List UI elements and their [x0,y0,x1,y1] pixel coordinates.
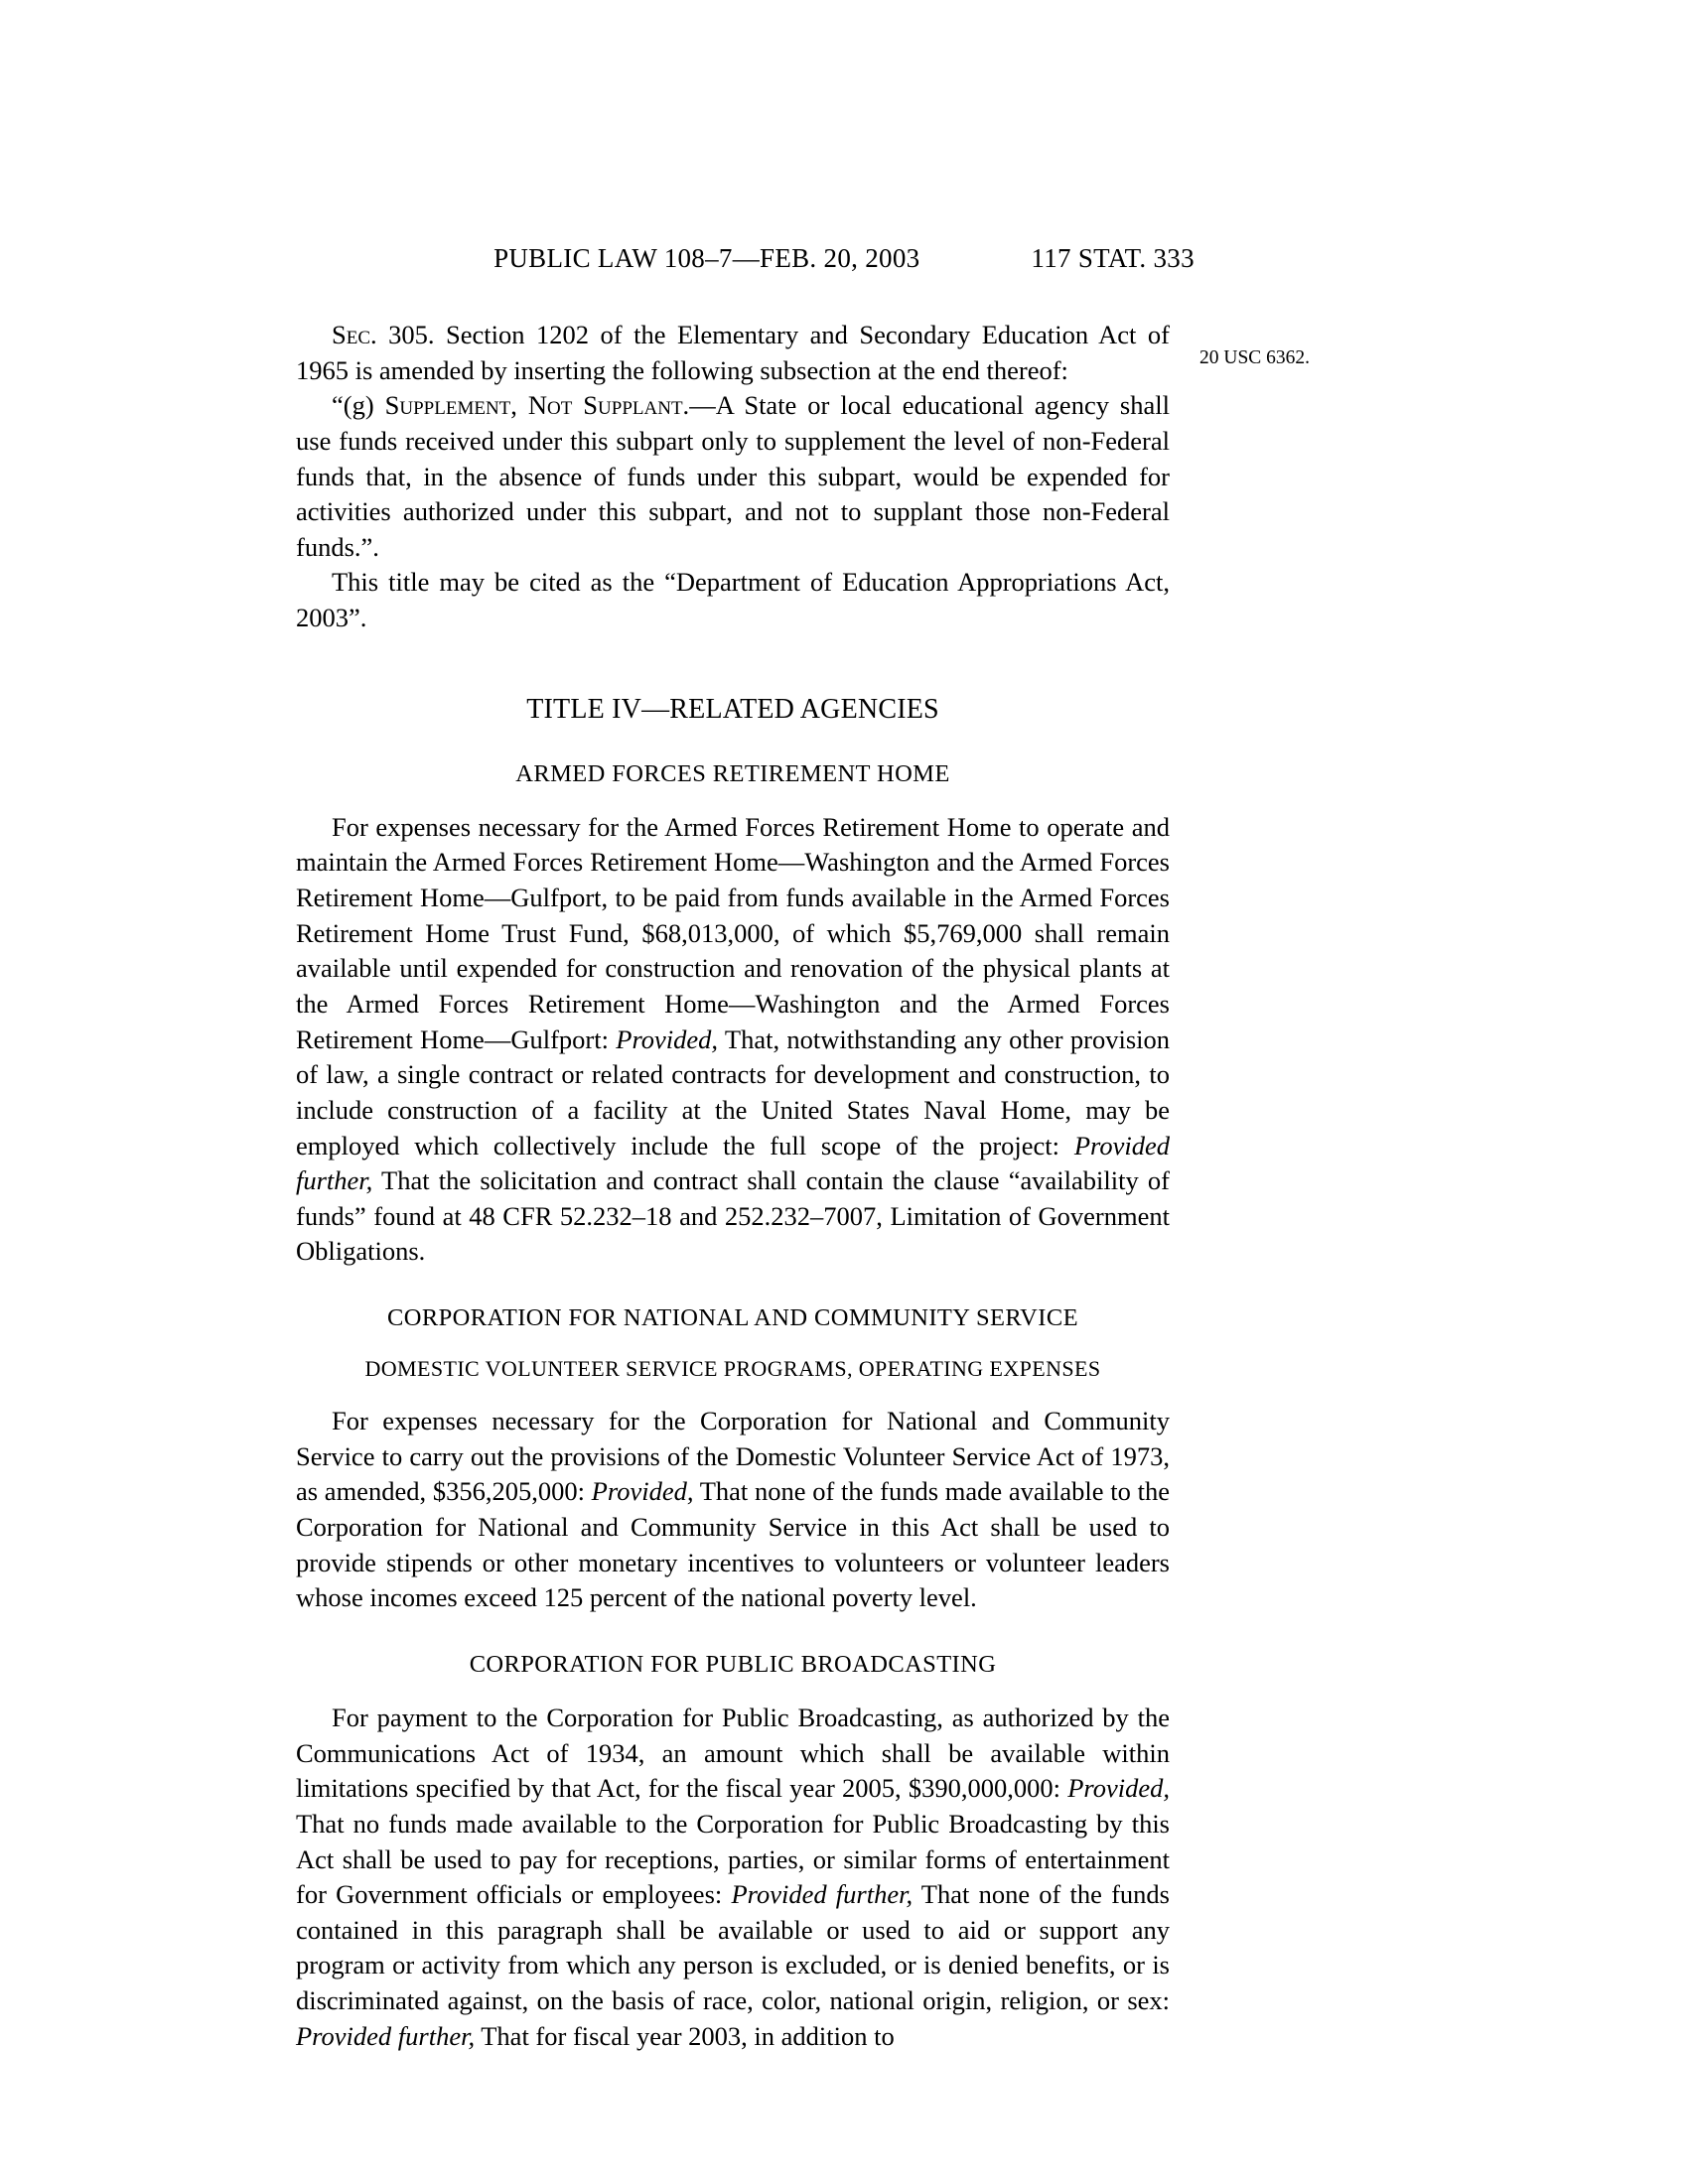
heading-corporation-public-broadcasting: CORPORATION FOR PUBLIC BROADCASTING [469,1650,997,1678]
paragraph-sec-305: Sec. 305. Section 1202 of the Elementary and Secondary Education Act of 1965 is amended by inserting the following subsection at the end thereof: [296,320,1170,385]
heading-armed-forces-retirement-home: ARMED FORCES RETIREMENT HOME [515,759,950,787]
paragraph-corporation-public-broadcasting: For payment to the Corporation for Public Broadcasting, as authorized by the Communications Act of 1934, an amount which shall be available within limitations specified by that Act, for the fiscal year 2005, $390,000,000: Provided, That no funds made available to the Corporation for Public Broadcasting by this Act shall be used to pay for receptions, parties, or similar forms of entertainment for Government officials or employees: Provided further, That none of the funds contained in this paragraph shall be available or used to aid or support any program or activity from which any person is excluded, or is denied benefits, or is discriminated against, on the basis of race, color, national origin, religion, or sex: Provided further, That for fiscal year 2003, in addition to [296,1702,1170,2051]
margin-note-usc: 20 USC 6362. [1199,347,1311,368]
page-header [0,243,1688,274]
paragraph-supplement-not-supplant: “(g) Supplement, Not Supplant.—A State or local educational agency shall use funds received under this subpart only to supplement the level of non-Federal funds that, in the absence of funds under this subpart, would be expended for activities authorized under this subpart, and not to supplant those non-Federal funds.”. [296,390,1170,562]
paragraph-short-title-citation: This title may be cited as the “Department of Education Appropriations Act, 2003”. [296,567,1170,633]
header-public-law: PUBLIC LAW 108–7—FEB. 20, 2003 [493,243,920,273]
heading-title-iv: TITLE IV—RELATED AGENCIES [526,693,939,725]
heading-domestic-volunteer-service-programs: DOMESTIC VOLUNTEER SERVICE PROGRAMS, OPERATING EXPENSES [364,1356,1101,1382]
paragraph-corporation-national-community-service: For expenses necessary for the Corporation for National and Community Service to carry out the provisions of the Domestic Volunteer Service Act of 1973, as amended, $356,205,000: Provided, That none of the funds made available to the Corporation for National and Community Service in this Act shall be used to provide stipends or other monetary incentives to volunteers or volunteer leaders whose incomes exceed 125 percent of the national poverty level. [296,1406,1170,1613]
heading-corporation-national-community-service: CORPORATION FOR NATIONAL AND COMMUNITY SERVICE [387,1304,1078,1332]
paragraph-armed-forces-retirement-home: For expenses necessary for the Armed Forces Retirement Home to operate and maintain the Armed Forces Retirement Home—Washington and the Armed Forces Retirement Home—Gulfport, to be paid from funds available in the Armed Forces Retirement Home Trust Fund, $68,013,000, of which $5,769,000 shall remain available until expended for construction and renovation of the physical plants at the Armed Forces Retirement Home—Washington and the Armed Forces Retirement Home—Gulfport: Provided, That, notwithstanding any other provision of law, a single contract or related contracts for development and construction, to include construction of a facility at the United States Naval Home, may be employed which collectively include the full scope of the project: Provided further, That the solicitation and contract shall contain the clause “availability of funds” found at 48 CFR 52.232–18 and 252.232–7007, Limitation of Government Obligations. [296,811,1170,1267]
document-body [296,318,1170,2054]
header-statute-citation: 117 STAT. 333 [1031,243,1195,273]
